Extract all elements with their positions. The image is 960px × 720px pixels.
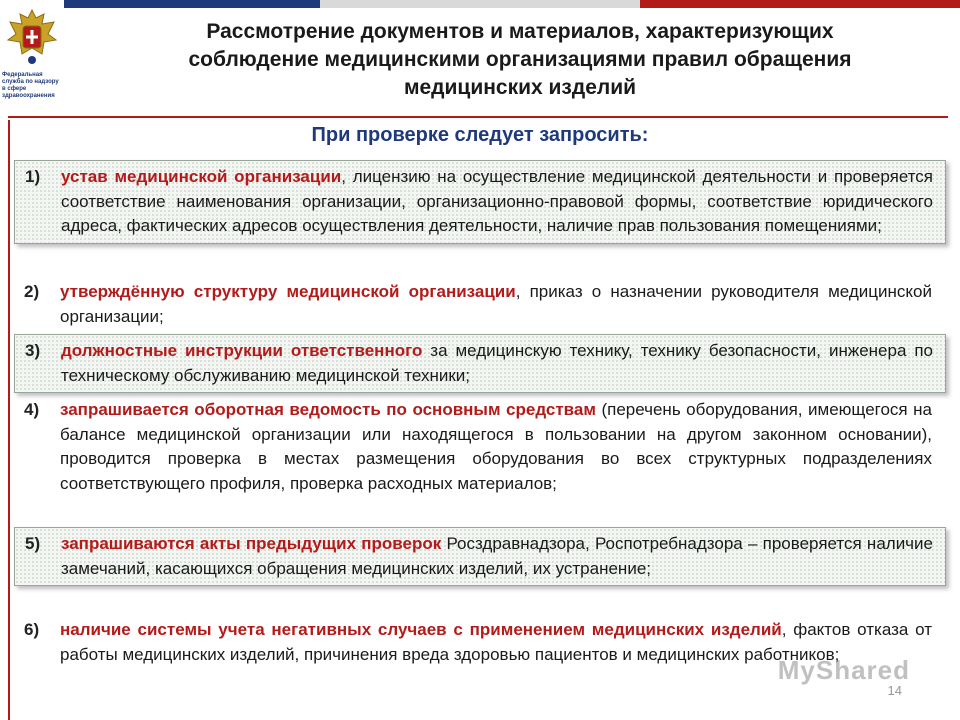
- header-divider: [8, 116, 948, 118]
- double-headed-eagle-emblem-icon: [6, 6, 58, 68]
- item-rest: Росздравнадзора, Роспотребнадзора – проверяется наличие замечаний, касающихся обращения медицинских изделий, их устранение;: [61, 534, 933, 578]
- watermark: MyShared: [777, 655, 910, 685]
- page-title: [90, 18, 950, 102]
- title-line: соблюдение медицинскими организациями правил обращения: [188, 48, 852, 71]
- item-text: [61, 165, 933, 239]
- list-item: [14, 276, 944, 333]
- list-item: [14, 334, 946, 393]
- item-highlight: должностные инструкции ответственного: [61, 341, 423, 360]
- agency-name: Федеральная служба по надзору в сфере здравоохранения: [2, 72, 59, 99]
- item-text: [61, 532, 933, 581]
- item-text: [60, 280, 932, 329]
- item-number: 4): [24, 400, 40, 419]
- item-number: 2): [24, 282, 40, 301]
- item-number: 1): [25, 167, 41, 186]
- item-highlight: запрашивается оборотная ведомость по основным средствам: [60, 400, 596, 419]
- item-highlight: устав медицинской организации: [61, 167, 342, 186]
- item-rest: за медицинскую технику, технику безопасности, инженера по техническому обслуживанию медицинской техники;: [61, 341, 933, 385]
- item-rest: , фактов отказа от работы медицинских изделий, причинения вреда здоровью пациентов и медицинских работников;: [60, 620, 932, 664]
- item-rest: (перечень оборудования, имеющегося на балансе медицинской организации или находящегося в пользовании на другом законном основании), проводится проверка в местах размещения оборудования во всех структурных подразделениях соответствующего профиля, проверка расходных материалов;: [60, 400, 932, 493]
- item-text: [61, 339, 933, 388]
- item-number: 5): [25, 534, 41, 553]
- item-highlight: наличие системы учета негативных случаев с применением медицинских изделий: [60, 620, 782, 639]
- item-text: [60, 398, 932, 496]
- title-line: медицинских изделий: [403, 76, 637, 99]
- agency-logo: [0, 0, 64, 118]
- page-number: 14: [887, 683, 902, 698]
- list-item: [14, 527, 946, 586]
- item-number: 3): [25, 341, 41, 360]
- item-number: 6): [24, 620, 40, 639]
- item-highlight: запрашиваются акты предыдущих проверок: [61, 534, 442, 553]
- title-line: Рассмотрение документов и материалов, характеризующих: [206, 20, 834, 43]
- item-highlight: утверждённую структуру медицинской организации: [60, 282, 516, 301]
- left-border: [8, 120, 10, 720]
- item-rest: , приказ о назначении руководителя медицинской организации;: [60, 282, 933, 326]
- flag-stripe: [0, 0, 960, 8]
- page-subtitle: При проверке следует запросить:: [311, 124, 649, 146]
- list-item: [14, 160, 946, 244]
- list-item: [14, 394, 944, 500]
- item-rest: , лицензию на осуществление медицинской деятельности и проверяется соответствие наименования организации, организационно-правовой формы, соответствие юридического адреса, фактических адресов осуществления деятельности, наличие прав пользования помещениями;: [61, 167, 934, 235]
